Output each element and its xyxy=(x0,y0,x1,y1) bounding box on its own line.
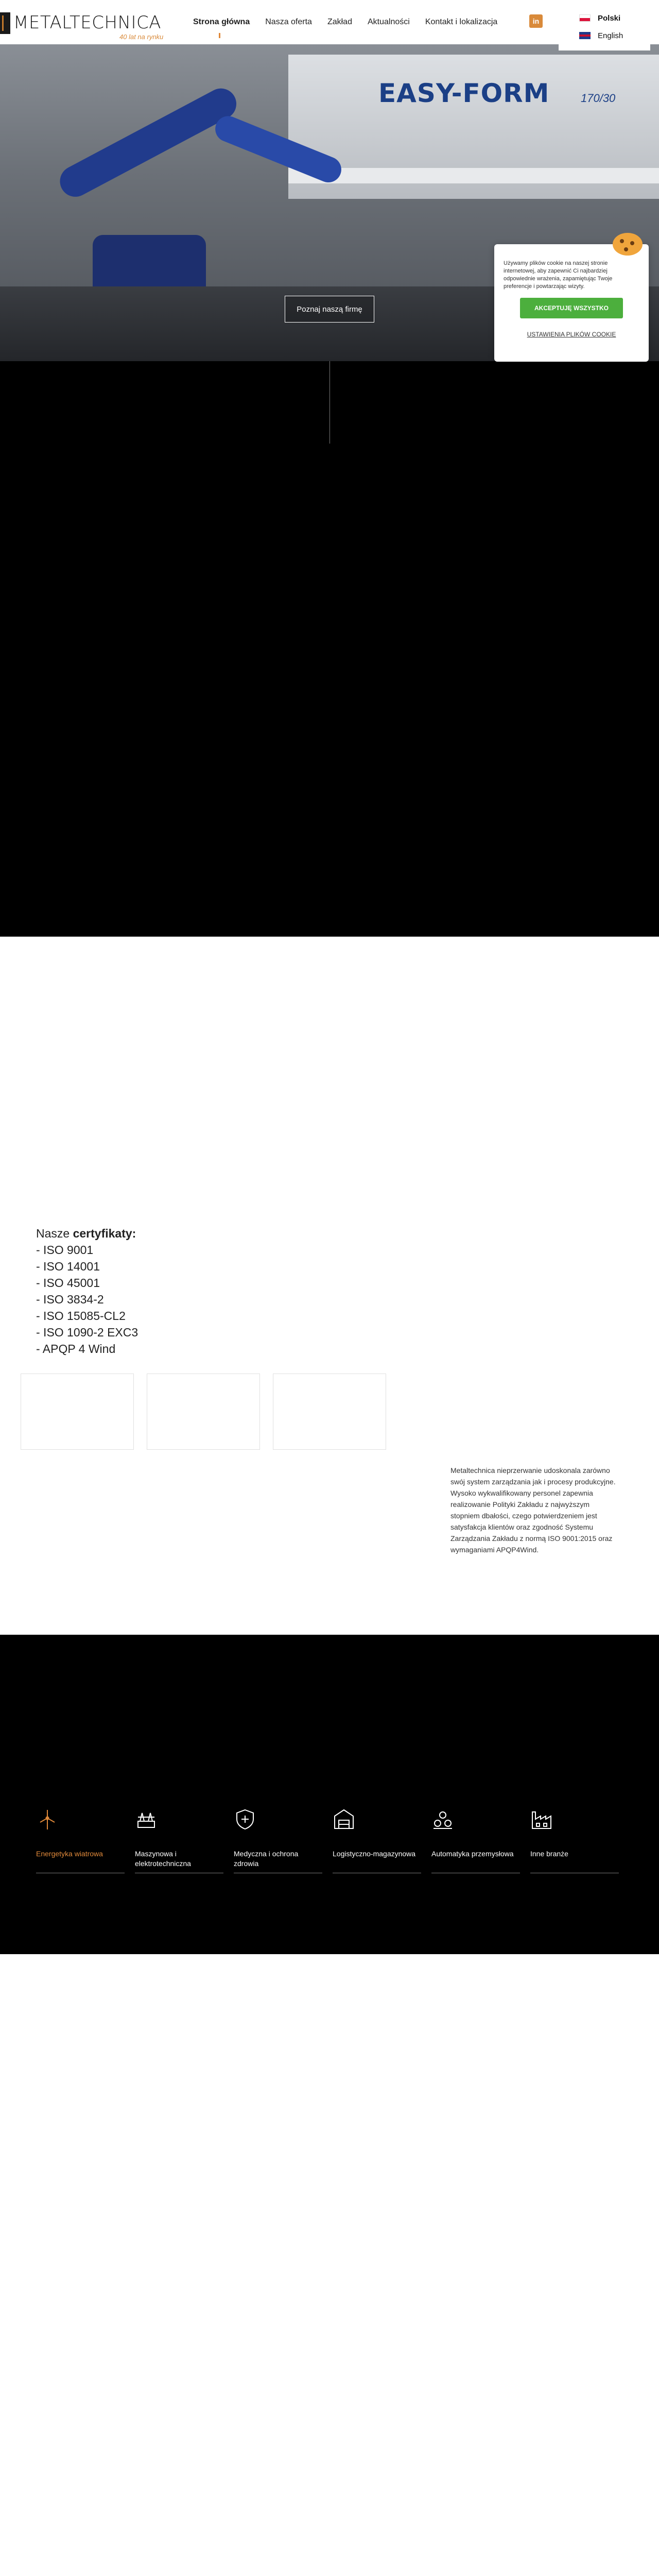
nav-item-home[interactable]: Strona główna xyxy=(193,14,250,30)
cookie-settings-link[interactable]: USTAWIENIA PLIKÓW COOKIE xyxy=(527,331,616,338)
cookie-icon xyxy=(613,233,643,256)
linkedin-icon[interactable]: in xyxy=(529,14,543,28)
industry-label: Logistyczno-magazynowa xyxy=(333,1850,416,1858)
automation-icon xyxy=(431,1808,454,1831)
certificate-card[interactable] xyxy=(21,1374,134,1450)
certificates-title-bold: certyfikaty: xyxy=(73,1227,136,1240)
main-nav xyxy=(193,14,513,30)
industry-medical[interactable] xyxy=(234,1808,322,1873)
certificate-item: - ISO 9001 xyxy=(36,1243,94,1257)
certificate-item: - ISO 3834-2 xyxy=(36,1293,104,1306)
language-option-english[interactable] xyxy=(559,27,650,44)
industry-label: Maszynowa i elektrotechniczna xyxy=(135,1850,191,1868)
certificate-item: - ISO 45001 xyxy=(36,1276,100,1290)
machine-brand-text: EASY-FORM xyxy=(378,78,550,108)
certificate-card[interactable] xyxy=(147,1374,260,1450)
industry-label: Medyczna i ochrona zdrowia xyxy=(234,1850,299,1868)
logo-mark-icon xyxy=(0,12,10,34)
logo-tagline: 40 lat na rynku xyxy=(119,33,164,41)
industry-other[interactable] xyxy=(530,1808,619,1873)
certificates-description: Metaltechnica nieprzerwanie udoskonala zarówno swój system zarządzania jak i procesy produkcyjne. Wysoko wykwalifikowany personel zapewnia realizowanie Polityki Zakładu z najwyższym stopniem dbałości, czego potwierdzeniem jest satysfakcja klientów oraz zgodność Systemu Zarządzania Zakładu z normą ISO 9001:2015 oraz wymaganiami APQP4Wind. xyxy=(450,1466,616,1554)
language-label: Polski xyxy=(598,13,621,23)
dark-section-intro xyxy=(0,361,659,937)
nav-item-offer[interactable]: Nasza oferta xyxy=(265,18,312,26)
cookie-consent-popup xyxy=(494,244,649,362)
wind-turbine-icon xyxy=(36,1808,59,1831)
language-option-polish[interactable] xyxy=(559,9,650,27)
certificates-title xyxy=(36,1225,136,1242)
machinery-icon xyxy=(135,1808,158,1831)
machine-model-text: 170/30 xyxy=(581,92,616,105)
industry-automation[interactable] xyxy=(431,1808,520,1873)
logo[interactable] xyxy=(0,8,180,39)
certificate-item: - ISO 1090-2 EXC3 xyxy=(36,1326,138,1339)
cookie-accept-button[interactable]: AKCEPTUJĘ WSZYSTKO xyxy=(520,298,623,318)
industry-label: Automatyka przemysłowa xyxy=(431,1850,514,1858)
hero-cta-button[interactable]: Poznaj naszą firmę xyxy=(285,296,374,323)
industry-label: Inne branże xyxy=(530,1850,568,1858)
factory-icon xyxy=(530,1808,553,1831)
industry-logistics[interactable] xyxy=(333,1808,421,1873)
language-switcher xyxy=(559,9,650,50)
certificates-title-prefix: Nasze xyxy=(36,1227,73,1240)
certificate-item: - APQP 4 Wind xyxy=(36,1342,116,1355)
medical-shield-icon xyxy=(234,1808,256,1831)
industry-label: Energetyka wiatrowa xyxy=(36,1850,103,1858)
poland-flag-icon xyxy=(579,14,591,22)
cookie-text: Używamy plików cookie na naszej stronie internetowej, aby zapewnić Ci najbardziej odpowiednie wrażenia, zapamiętując Twoje preferencje i powtarzając wizyty. xyxy=(504,260,613,290)
certificate-item: - ISO 14001 xyxy=(36,1260,100,1273)
certificate-card[interactable] xyxy=(273,1374,386,1450)
industry-machinery[interactable] xyxy=(135,1808,223,1873)
press-brake-machine-image xyxy=(288,55,659,199)
language-label: English xyxy=(598,31,623,40)
certificates-section xyxy=(0,937,659,1635)
certificates-list xyxy=(36,1242,138,1357)
industry-wind-energy[interactable] xyxy=(36,1808,125,1873)
content-section xyxy=(0,1954,659,2576)
logo-text: METALTECHNICA xyxy=(13,12,161,33)
certificate-item: - ISO 15085-CL2 xyxy=(36,1309,126,1323)
industries-section xyxy=(0,1635,659,1954)
nav-item-contact[interactable]: Kontakt i lokalizacja xyxy=(425,18,498,26)
warehouse-icon xyxy=(333,1808,355,1831)
nav-item-news[interactable]: Aktualności xyxy=(367,18,410,26)
uk-flag-icon xyxy=(579,32,591,39)
nav-item-plant[interactable]: Zakład xyxy=(327,18,352,26)
